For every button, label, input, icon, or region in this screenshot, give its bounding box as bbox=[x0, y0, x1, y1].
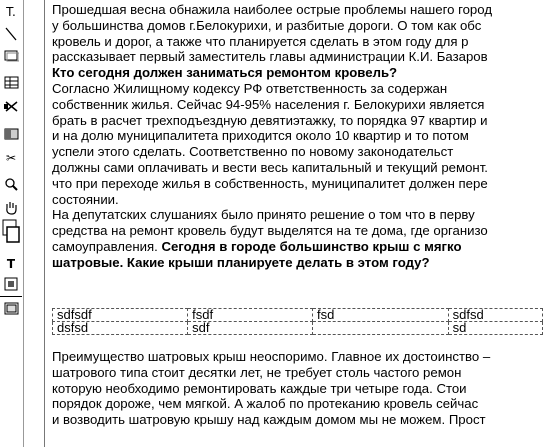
text-line: кровель и дорог, а также что планируется сделать в этом году для р bbox=[52, 33, 469, 49]
text-line: собственник жилья. Сейчас 94-95% населения г. Белокурихи является bbox=[52, 96, 485, 112]
gradient-tool-glyph bbox=[4, 128, 19, 140]
text-line: Прошедшая весна обнажила наиболее острые проблемы нашего город bbox=[52, 2, 493, 17]
table-tool-glyph bbox=[4, 76, 19, 89]
text-line: которую необходимо ремонтировать каждые три четыре года. Стои bbox=[52, 380, 467, 396]
text-line: На депутатских слушаниях было принято решение о том что в перву bbox=[52, 207, 475, 223]
toolbar-divider bbox=[23, 0, 24, 447]
frame-mode-icon[interactable] bbox=[0, 274, 22, 294]
type-mode-icon[interactable]: T bbox=[6, 257, 16, 271]
question-text: Кто сегодня должен заниматься ремонтом кровель? bbox=[52, 65, 398, 81]
tools-palette bbox=[0, 0, 22, 345]
document-text-continued[interactable] bbox=[52, 349, 490, 428]
question-heading bbox=[52, 65, 543, 81]
table-row bbox=[53, 309, 543, 322]
cross-tool-glyph bbox=[4, 100, 19, 113]
table-cell[interactable]: fsd bbox=[313, 309, 449, 322]
hand-tool-glyph bbox=[4, 201, 18, 215]
text-line: у большинства домов г.Белокурихи, и разбитые дороги. О том как обс bbox=[52, 17, 482, 33]
text-line: должны сами оплачивать и вести весь капитальный и текущий ремонт. bbox=[52, 159, 488, 175]
rectangle-tool-icon[interactable] bbox=[0, 46, 22, 66]
text-line: что при переходе жилья в собственность, муниципалитет должен пере bbox=[52, 175, 488, 191]
toolbar-bottom-frame bbox=[0, 296, 22, 345]
table-row bbox=[53, 322, 543, 335]
text-line: порядок дороже, чем мягкой. А жалоб по протеканию кровель сейчас bbox=[52, 396, 479, 412]
table-tool-icon[interactable] bbox=[0, 72, 22, 92]
table-cell[interactable]: fsdf bbox=[188, 309, 313, 322]
text-line bbox=[52, 239, 543, 255]
text-line: брать в расчет трехподъездную девятиэтажку, то порядка 97 квартир и bbox=[52, 112, 488, 128]
text-line: Преимущество шатровых крыш неоспоримо. Главное их достоинство – bbox=[52, 349, 491, 364]
zoom-tool-glyph bbox=[4, 177, 18, 191]
question-heading bbox=[52, 255, 543, 271]
hand-tool-icon[interactable] bbox=[0, 198, 22, 218]
text-line: состоянии. bbox=[52, 191, 119, 207]
text-line: Согласно Жилищному кодексу РФ ответственность за содержан bbox=[52, 80, 448, 96]
text-line: рассказывает первый заместитель главы администрации К.И. Базаров bbox=[52, 49, 488, 65]
text-tool-icon[interactable]: T. bbox=[6, 5, 16, 19]
color-swatch-glyph bbox=[2, 219, 20, 243]
zoom-tool-icon[interactable] bbox=[0, 174, 22, 194]
color-swatch-icon[interactable] bbox=[0, 218, 22, 244]
scissors-tool-icon[interactable]: ✂ bbox=[5, 151, 17, 165]
question-text: шатровые. Какие крыши планируете делать в этом году? bbox=[52, 254, 430, 270]
table-cell[interactable]: sdf bbox=[188, 322, 313, 335]
page-margin-rule bbox=[44, 0, 45, 447]
line-tool-icon[interactable] bbox=[0, 24, 22, 44]
text-line: успели этого сделать. Соответственно по новому законодательст bbox=[52, 144, 454, 160]
text-line: и возводить шатровую крышу над каждым домом мы не можем. Прост bbox=[52, 412, 486, 428]
table-cell[interactable] bbox=[313, 322, 449, 335]
text-line: шатрового типа стоит десятки лет, не требует столь частого ремон bbox=[52, 364, 462, 380]
cross-tool-icon[interactable] bbox=[0, 96, 22, 116]
line-tool-glyph bbox=[4, 27, 18, 41]
embedded-table[interactable] bbox=[52, 308, 543, 335]
rectangle-tool-glyph bbox=[4, 50, 19, 62]
document-text[interactable] bbox=[52, 2, 543, 271]
text-run: самоуправления. bbox=[52, 238, 162, 254]
table-cell[interactable]: sdfsd bbox=[448, 309, 542, 322]
gradient-tool-icon[interactable] bbox=[0, 124, 22, 144]
text-line: средства на ремонт кровель будут выделятся на те дома, где организо bbox=[52, 223, 488, 239]
table-cell[interactable]: dsfsd bbox=[53, 322, 188, 335]
table-cell[interactable]: sd bbox=[448, 322, 542, 335]
table-cell[interactable]: sdfsdf bbox=[53, 309, 188, 322]
question-text: Сегодня в городе большинство крыш с мягко bbox=[161, 238, 462, 254]
text-line: и на долю муниципалитета приходится около 10 квартир и то потом bbox=[52, 128, 469, 144]
frame-mode-glyph bbox=[4, 277, 18, 291]
